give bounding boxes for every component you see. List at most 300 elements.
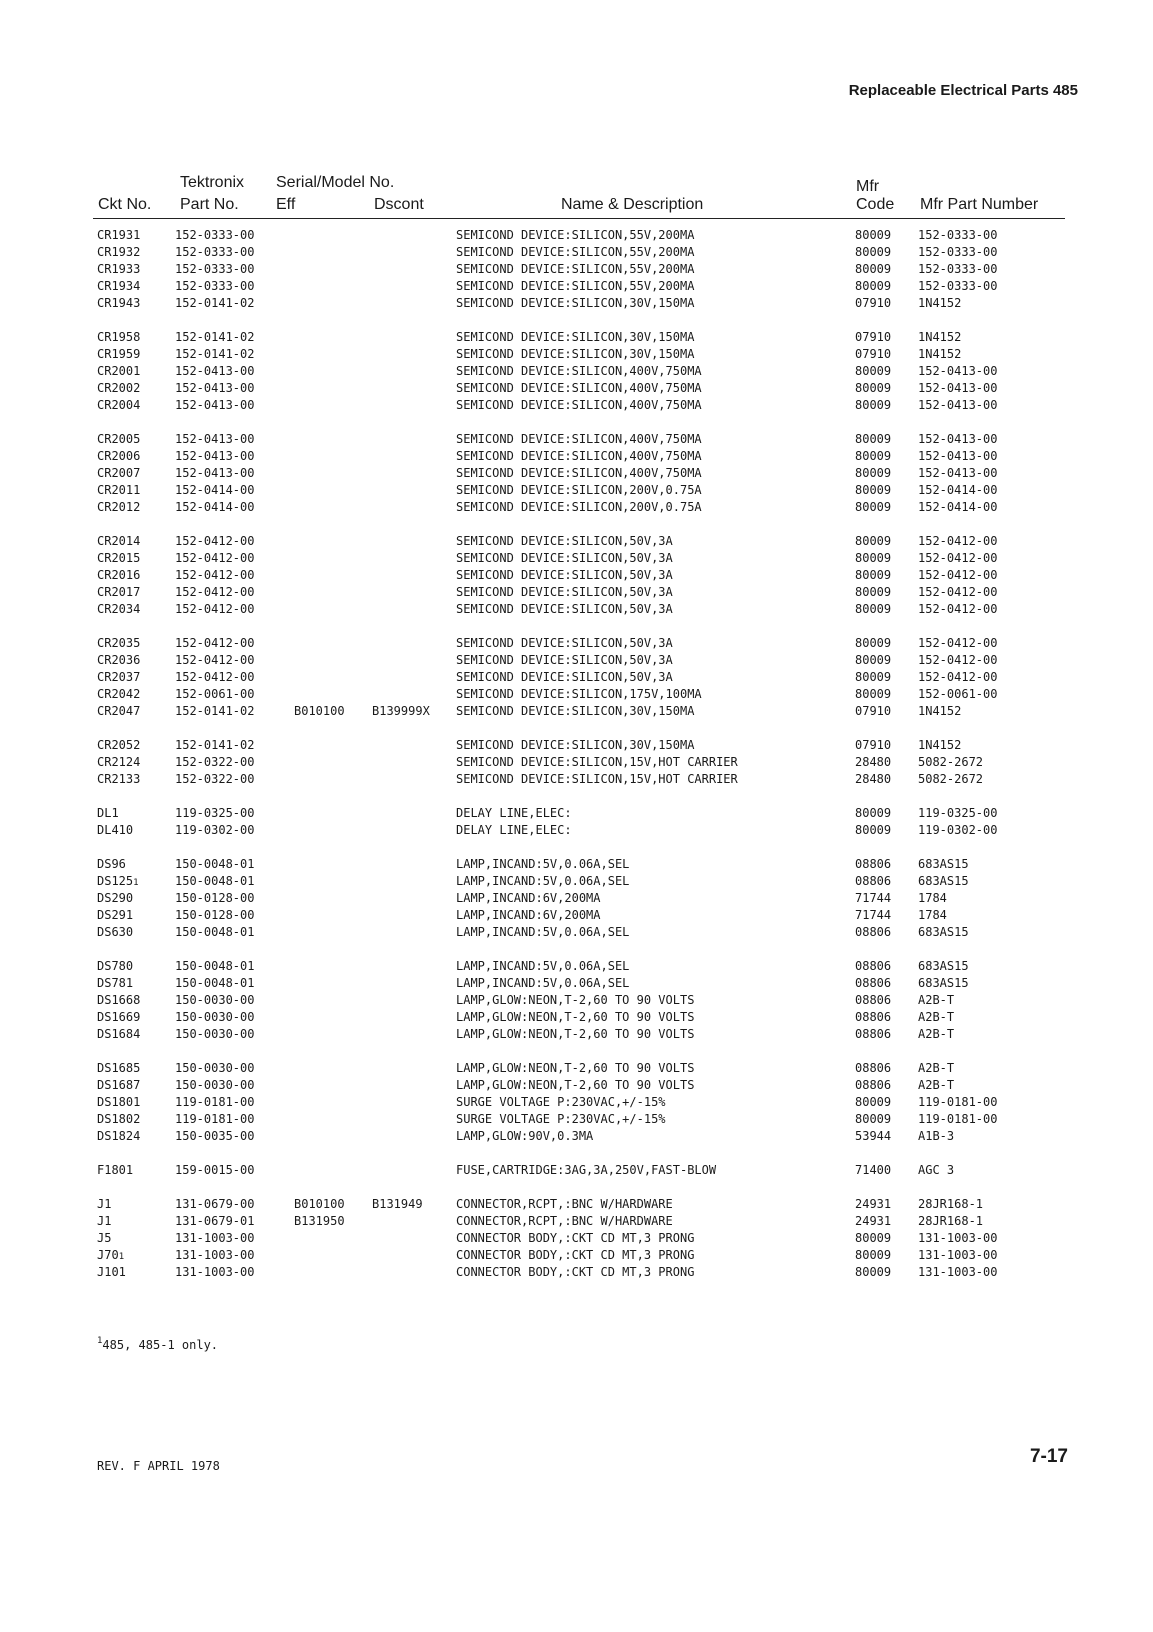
mfr-code: 80009 [855,1248,892,1262]
name-description: SEMICOND DEVICE:SILICON,400V,750MA [456,466,702,480]
name-description: CONNECTOR BODY,:CKT CD MT,3 PRONG [456,1248,695,1262]
tektronix-part-no: 131-1003-00 [175,1248,255,1262]
mfr-code: 07910 [855,330,892,344]
table-row [0,703,1153,720]
name-description: SEMICOND DEVICE:SILICON,50V,3A [456,551,673,565]
ckt-no: DS1687 [97,1078,141,1092]
name-description: SEMICOND DEVICE:SILICON,55V,200MA [456,245,695,259]
mfr-code: 80009 [855,262,892,276]
table-row [0,431,1153,448]
row-group [0,533,1153,618]
ckt-no: CR2016 [97,568,141,582]
mfr-part-number: 119-0181-00 [918,1095,998,1109]
ckt-no: CR2017 [97,585,141,599]
table-row [0,499,1153,516]
table-row [0,1077,1153,1094]
tektronix-part-no: 150-0048-01 [175,959,255,973]
mfr-part-number: A2B-T [918,1010,955,1024]
mfr-part-number: 152-0413-00 [918,398,998,412]
mfr-code: 08806 [855,925,892,939]
mfr-part-number: 683AS15 [918,925,969,939]
row-group [0,227,1153,312]
mfr-code: 71744 [855,891,892,905]
page-header-title: Replaceable Electrical Parts 485 [848,82,1078,99]
ckt-no: DL410 [97,823,134,837]
table-row [0,686,1153,703]
ckt-no: DS781 [97,976,134,990]
name-description: SEMICOND DEVICE:SILICON,200V,0.75A [456,500,702,514]
name-description: SEMICOND DEVICE:SILICON,175V,100MA [456,687,702,701]
name-description: SEMICOND DEVICE:SILICON,50V,3A [456,534,673,548]
ckt-no: DS1668 [97,993,141,1007]
table-row [0,448,1153,465]
page-number: 7-17 [1029,1446,1068,1467]
mfr-code: 80009 [855,449,892,463]
ckt-no: CR2015 [97,551,141,565]
table-row [0,601,1153,618]
mfr-part-number: 5082-2672 [918,755,984,769]
tektronix-part-no: 150-0030-00 [175,1010,255,1024]
mfr-code: 80009 [855,568,892,582]
table-row [0,890,1153,907]
name-description: SEMICOND DEVICE:SILICON,200V,0.75A [456,483,702,497]
tektronix-part-no: 152-0322-00 [175,755,255,769]
name-description: CONNECTOR BODY,:CKT CD MT,3 PRONG [456,1231,695,1245]
mfr-part-number: 152-0413-00 [918,432,998,446]
table-row [0,227,1153,244]
ckt-no: CR1933 [97,262,141,276]
ckt-no: DS1684 [97,1027,141,1041]
ckt-no: DS291 [97,908,134,922]
col-name-description: Name & Description [561,196,704,213]
mfr-code: 80009 [855,823,892,837]
ckt-no: CR1934 [97,279,141,293]
mfr-part-number: 152-0061-00 [918,687,998,701]
table-row [0,1128,1153,1145]
tektronix-part-no: 152-0412-00 [175,551,255,565]
tektronix-part-no: 152-0333-00 [175,245,255,259]
tektronix-part-no: 119-0181-00 [175,1095,255,1109]
row-group [0,1060,1153,1145]
ckt-no: CR1959 [97,347,141,361]
table-row [0,1247,1153,1264]
tektronix-part-no: 152-0413-00 [175,449,255,463]
tektronix-part-no: 119-0302-00 [175,823,255,837]
table-row [0,907,1153,924]
tektronix-part-no: 131-1003-00 [175,1231,255,1245]
mfr-code: 08806 [855,959,892,973]
name-description: LAMP,GLOW:NEON,T-2,60 TO 90 VOLTS [456,1061,695,1075]
ckt-no: CR1931 [97,228,141,242]
mfr-part-number: 152-0333-00 [918,245,998,259]
col-mfr-part-number: Mfr Part Number [920,196,1039,213]
tektronix-part-no: 150-0030-00 [175,993,255,1007]
row-group [0,805,1153,839]
tektronix-part-no: 150-0030-00 [175,1061,255,1075]
mfr-part-number: A1B-3 [918,1129,955,1143]
name-description: SEMICOND DEVICE:SILICON,50V,3A [456,568,673,582]
table-row [0,805,1153,822]
ckt-no: DS1801 [97,1095,141,1109]
name-description: SEMICOND DEVICE:SILICON,30V,150MA [456,330,695,344]
name-description: SEMICOND DEVICE:SILICON,30V,150MA [456,704,695,718]
eff-serial: B010100 [294,1197,345,1211]
footnote-text: 485, 485-1 only. [102,1338,219,1352]
name-description: LAMP,INCAND:5V,0.06A,SEL [456,976,630,990]
mfr-part-number: 152-0412-00 [918,585,998,599]
table-row [0,924,1153,941]
name-description: SEMICOND DEVICE:SILICON,400V,750MA [456,398,702,412]
ckt-no: CR2012 [97,500,141,514]
name-description: SEMICOND DEVICE:SILICON,400V,750MA [456,432,702,446]
mfr-code: 08806 [855,993,892,1007]
table-row [0,822,1153,839]
ckt-no: DS1802 [97,1112,141,1126]
mfr-code: 80009 [855,687,892,701]
row-group [0,431,1153,516]
name-description: CONNECTOR,RCPT,:BNC W/HARDWARE [456,1197,673,1211]
table-row [0,1230,1153,1247]
mfr-code: 80009 [855,364,892,378]
footnote-marker: 1 [97,1336,103,1346]
header-rule [93,218,1065,219]
mfr-part-number: 1N4152 [918,738,962,752]
ckt-no: CR2124 [97,755,141,769]
tektronix-part-no: 150-0035-00 [175,1129,255,1143]
table-row [0,380,1153,397]
mfr-code: 80009 [855,636,892,650]
mfr-code: 80009 [855,500,892,514]
table-row [0,975,1153,992]
mfr-part-number: 152-0333-00 [918,279,998,293]
mfr-part-number: 683AS15 [918,976,969,990]
tektronix-part-no: 152-0333-00 [175,228,255,242]
mfr-part-number: 152-0412-00 [918,551,998,565]
ckt-no: J5 [97,1231,112,1245]
footnote-ref: 1 [118,1252,125,1262]
mfr-part-number: 119-0302-00 [918,823,998,837]
tektronix-part-no: 150-0030-00 [175,1027,255,1041]
table-row [0,295,1153,312]
footnote-ref: 1 [133,878,139,888]
ckt-no: CR2037 [97,670,141,684]
mfr-part-number: AGC 3 [918,1163,955,1177]
mfr-code: 28480 [855,772,892,786]
mfr-code: 07910 [855,704,892,718]
mfr-part-number: A2B-T [918,1061,955,1075]
mfr-code: 07910 [855,738,892,752]
table-row [0,482,1153,499]
mfr-code: 80009 [855,1231,892,1245]
table-row [0,958,1153,975]
tektronix-part-no: 152-0413-00 [175,432,255,446]
mfr-code: 08806 [855,976,892,990]
tektronix-part-no: 119-0325-00 [175,806,255,820]
ckt-no: CR2052 [97,738,141,752]
name-description: SEMICOND DEVICE:SILICON,50V,3A [456,585,673,599]
name-description: SURGE VOLTAGE P:230VAC,+/-15% [456,1095,666,1109]
name-description: SEMICOND DEVICE:SILICON,50V,3A [456,636,673,650]
ckt-no: DS1685 [97,1061,141,1075]
name-description: SEMICOND DEVICE:SILICON,50V,3A [456,670,673,684]
ckt-no: DS1251 [97,874,139,888]
mfr-code: 71400 [855,1163,892,1177]
mfr-part-number: A2B-T [918,1027,955,1041]
mfr-code: 08806 [855,874,892,888]
table-row [0,329,1153,346]
parts-table [0,227,1153,1298]
name-description: LAMP,GLOW:NEON,T-2,60 TO 90 VOLTS [456,1078,695,1092]
table-row [0,533,1153,550]
table-row [0,244,1153,261]
tektronix-part-no: 152-0333-00 [175,262,255,276]
name-description: SEMICOND DEVICE:SILICON,30V,150MA [456,296,695,310]
name-description: FUSE,CARTRIDGE:3AG,3A,250V,FAST-BLOW [456,1163,717,1177]
col-eff: Eff [276,196,296,213]
ckt-no: CR2007 [97,466,141,480]
mfr-code: 08806 [855,1010,892,1024]
mfr-code: 08806 [855,1027,892,1041]
mfr-part-number: 152-0412-00 [918,653,998,667]
table-row [0,550,1153,567]
mfr-part-number: A2B-T [918,1078,955,1092]
ckt-no: DS1824 [97,1129,141,1143]
table-row [0,584,1153,601]
name-description: CONNECTOR,RCPT,:BNC W/HARDWARE [456,1214,673,1228]
tektronix-part-no: 152-0414-00 [175,483,255,497]
mfr-code: 07910 [855,296,892,310]
mfr-code: 80009 [855,585,892,599]
ckt-no: CR2014 [97,534,141,548]
row-group [0,635,1153,720]
name-description: LAMP,INCAND:5V,0.06A,SEL [456,857,630,871]
mfr-code: 80009 [855,1112,892,1126]
tektronix-part-no: 159-0015-00 [175,1163,255,1177]
mfr-code: 24931 [855,1197,892,1211]
mfr-code: 24931 [855,1214,892,1228]
revision-date: REV. F APRIL 1978 [97,1459,220,1473]
table-row [0,669,1153,686]
tektronix-part-no: 150-0030-00 [175,1078,255,1092]
name-description: SURGE VOLTAGE P:230VAC,+/-15% [456,1112,666,1126]
ckt-no: J1 [97,1197,112,1211]
mfr-part-number: 152-0412-00 [918,602,998,616]
tektronix-part-no: 152-0412-00 [175,636,255,650]
row-group [0,1162,1153,1179]
name-description: LAMP,INCAND:6V,200MA [456,891,601,905]
ckt-no: CR2005 [97,432,141,446]
tektronix-part-no: 152-0413-00 [175,466,255,480]
mfr-part-number: 683AS15 [918,959,969,973]
mfr-code: 80009 [855,279,892,293]
mfr-part-number: 131-1003-00 [918,1231,998,1245]
ckt-no: CR2001 [97,364,141,378]
name-description: LAMP,INCAND:5V,0.06A,SEL [456,874,630,888]
name-description: SEMICOND DEVICE:SILICON,30V,150MA [456,347,695,361]
col-part-no: Part No. [180,196,239,213]
name-description: LAMP,INCAND:5V,0.06A,SEL [456,925,630,939]
table-row [0,363,1153,380]
mfr-code: 80009 [855,381,892,395]
name-description: SEMICOND DEVICE:SILICON,30V,150MA [456,738,695,752]
tektronix-part-no: 152-0141-02 [175,296,255,310]
col-code: Code [856,196,895,213]
tektronix-part-no: 152-0412-00 [175,568,255,582]
name-description: SEMICOND DEVICE:SILICON,15V,HOT CARRIER [456,755,738,769]
mfr-part-number: 152-0412-00 [918,636,998,650]
ckt-no: DS290 [97,891,134,905]
ckt-no: CR2036 [97,653,141,667]
tektronix-part-no: 152-0141-02 [175,704,255,718]
mfr-code: 08806 [855,1061,892,1075]
mfr-code: 80009 [855,806,892,820]
mfr-part-number: 152-0412-00 [918,534,998,548]
ckt-no: CR2002 [97,381,141,395]
table-row [0,1196,1153,1213]
table-row [0,1264,1153,1281]
mfr-code: 80009 [855,670,892,684]
ckt-no: DL1 [97,806,119,820]
mfr-code: 80009 [855,653,892,667]
tektronix-part-no: 131-1003-00 [175,1265,255,1279]
name-description: SEMICOND DEVICE:SILICON,55V,200MA [456,228,695,242]
mfr-part-number: 683AS15 [918,857,969,871]
name-description: SEMICOND DEVICE:SILICON,50V,3A [456,653,673,667]
mfr-code: 80009 [855,602,892,616]
ckt-no: CR1943 [97,296,141,310]
ckt-no: CR2034 [97,602,141,616]
mfr-part-number: 152-0413-00 [918,381,998,395]
table-row [0,1009,1153,1026]
mfr-part-number: 1784 [918,891,947,905]
tektronix-part-no: 152-0412-00 [175,534,255,548]
table-row [0,1162,1153,1179]
mfr-part-number: 1N4152 [918,704,962,718]
mfr-part-number: 152-0333-00 [918,262,998,276]
row-group [0,329,1153,414]
mfr-part-number: 119-0325-00 [918,806,998,820]
col-mfr: Mfr [856,178,880,195]
tektronix-part-no: 150-0048-01 [175,925,255,939]
mfr-code: 08806 [855,1078,892,1092]
ckt-no: CR1932 [97,245,141,259]
mfr-part-number: 683AS15 [918,874,969,888]
name-description: LAMP,GLOW:90V,0.3MA [456,1129,594,1143]
ckt-no: CR2047 [97,704,141,718]
tektronix-part-no: 152-0412-00 [175,653,255,667]
table-row [0,635,1153,652]
tektronix-part-no: 152-0061-00 [175,687,255,701]
mfr-code: 80009 [855,398,892,412]
table-row [0,992,1153,1009]
tektronix-part-no: 119-0181-00 [175,1112,255,1126]
mfr-code: 80009 [855,1265,892,1279]
mfr-part-number: 152-0414-00 [918,483,998,497]
mfr-part-number: 152-0412-00 [918,568,998,582]
mfr-part-number: 152-0413-00 [918,364,998,378]
mfr-code: 80009 [855,245,892,259]
table-row [0,567,1153,584]
ckt-no: CR2004 [97,398,141,412]
ckt-no: CR2133 [97,772,141,786]
mfr-code: 80009 [855,483,892,497]
mfr-part-number: 1N4152 [918,347,962,361]
tektronix-part-no: 131-0679-00 [175,1197,255,1211]
table-row [0,397,1153,414]
name-description: LAMP,GLOW:NEON,T-2,60 TO 90 VOLTS [456,1010,695,1024]
table-row [0,1060,1153,1077]
tektronix-part-no: 150-0048-01 [175,857,255,871]
tektronix-part-no: 152-0412-00 [175,602,255,616]
mfr-code: 80009 [855,228,892,242]
tektronix-part-no: 152-0141-02 [175,347,255,361]
ckt-no: DS780 [97,959,134,973]
ckt-no: J1 [97,1214,112,1228]
mfr-code: 80009 [855,534,892,548]
ckt-no: J101 [97,1265,126,1279]
mfr-part-number: 131-1003-00 [918,1248,998,1262]
tektronix-part-no: 152-0413-00 [175,381,255,395]
table-row [0,278,1153,295]
tektronix-part-no: 152-0412-00 [175,585,255,599]
mfr-part-number: 28JR168-1 [918,1197,984,1211]
col-tektronix: Tektronix [180,174,245,191]
col-ckt-no: Ckt No. [98,196,152,213]
ckt-no: F1801 [97,1163,134,1177]
table-row [0,737,1153,754]
tektronix-part-no: 152-0414-00 [175,500,255,514]
name-description: LAMP,INCAND:6V,200MA [456,908,601,922]
table-row [0,1094,1153,1111]
mfr-part-number: 1N4152 [918,330,962,344]
name-description: DELAY LINE,ELEC: [456,806,572,820]
ckt-no: DS96 [97,857,126,871]
mfr-part-number: 152-0413-00 [918,449,998,463]
row-group [0,737,1153,788]
table-row [0,754,1153,771]
tektronix-part-no: 152-0322-00 [175,772,255,786]
tektronix-part-no: 152-0141-02 [175,330,255,344]
tektronix-part-no: 131-0679-01 [175,1214,255,1228]
footnote [97,1338,218,1352]
name-description: DELAY LINE,ELEC: [456,823,572,837]
mfr-part-number: 119-0181-00 [918,1112,998,1126]
mfr-code: 80009 [855,1095,892,1109]
mfr-part-number: 1784 [918,908,947,922]
tektronix-part-no: 152-0412-00 [175,670,255,684]
mfr-code: 08806 [855,857,892,871]
eff-serial: B010100 [294,704,345,718]
mfr-part-number: A2B-T [918,993,955,1007]
ckt-no: CR2006 [97,449,141,463]
table-row [0,873,1153,890]
mfr-part-number: 5082-2672 [918,772,984,786]
table-row [0,1213,1153,1230]
tektronix-part-no: 152-0333-00 [175,279,255,293]
name-description: SEMICOND DEVICE:SILICON,400V,750MA [456,381,702,395]
table-row [0,856,1153,873]
dscont-serial: B139999X [372,704,430,718]
mfr-part-number: 131-1003-00 [918,1265,998,1279]
mfr-code: 80009 [855,466,892,480]
ckt-no: CR2035 [97,636,141,650]
mfr-part-number: 1N4152 [918,296,962,310]
table-row [0,652,1153,669]
tektronix-part-no: 150-0048-01 [175,976,255,990]
name-description: SEMICOND DEVICE:SILICON,55V,200MA [456,279,695,293]
mfr-code: 53944 [855,1129,892,1143]
ckt-no: DS1669 [97,1010,141,1024]
